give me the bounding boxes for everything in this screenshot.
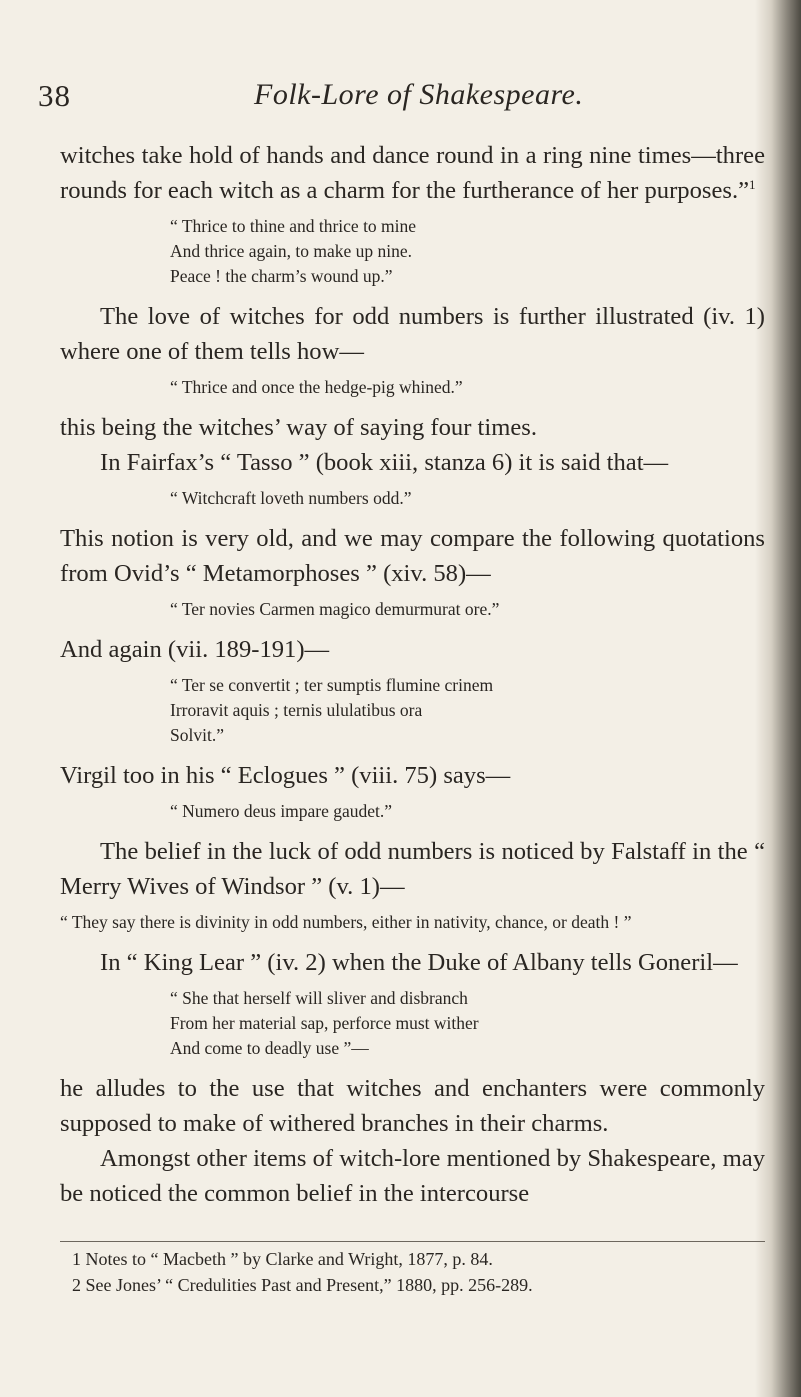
paragraph: he alludes to the use that witches and enchanters were commonly supposed to make of withered branches in their charms.: [60, 1075, 765, 1137]
verse-line: “ Ter novies Carmen magico demurmurat ore.”: [170, 599, 500, 619]
verse-line: “ Numero deus impare gaudet.”: [170, 801, 393, 821]
verse-quote: [170, 486, 765, 511]
footnote-rule: [60, 1241, 765, 1242]
paragraph: The belief in the luck of odd numbers is noticed by Falstaff in the “ Merry Wives of Windsor ” (v. 1)—: [60, 838, 765, 900]
running-header: [38, 78, 768, 122]
page-body: [60, 138, 765, 1211]
footnotes: [60, 1246, 765, 1298]
verse-quote: [170, 214, 765, 289]
paragraph: The love of witches for odd numbers is further illustrated (iv. 1) where one of them tells how—: [60, 303, 765, 365]
verse-line: Irroravit aquis ; ternis ululatibus ora: [170, 700, 423, 720]
paragraph: Virgil too in his “ Eclogues ” (viii. 75) says—: [60, 762, 511, 789]
footnote: 1 Notes to “ Macbeth ” by Clarke and Wright, 1877, p. 84.: [72, 1249, 493, 1269]
verse-quote: [170, 799, 765, 824]
verse-quote: [170, 375, 765, 400]
footnote-ref: 1: [749, 176, 756, 192]
running-title: Folk-Lore of Shakespeare.: [254, 78, 584, 111]
verse-line: “ Thrice to thine and thrice to mine: [170, 216, 417, 236]
footnote: 2 See Jones’ “ Credulities Past and Present,” 1880, pp. 256-289.: [72, 1275, 533, 1295]
paragraph-text: witches take hold of hands and dance round in a ring nine times—three rounds for each witch as a charm for the furtherance of her purposes.”: [60, 142, 765, 204]
verse-line: From her material sap, perforce must wither: [170, 1013, 479, 1033]
paragraph: Amongst other items of witch-lore mentioned by Shakespeare, may be noticed the common belief in the intercourse: [60, 1145, 765, 1207]
paragraph: [60, 138, 765, 208]
prose-quote: [60, 910, 765, 935]
paragraph: This notion is very old, and we may compare the following quotations from Ovid’s “ Metamorphoses ” (xiv. 58)—: [60, 525, 765, 587]
paragraph: this being the witches’ way of saying four times.: [60, 414, 537, 441]
paragraph: In Fairfax’s “ Tasso ” (book xiii, stanza 6) it is said that—: [100, 449, 669, 476]
paragraph: In “ King Lear ” (iv. 2) when the Duke of Albany tells Goneril—: [100, 949, 738, 976]
verse-quote: [170, 986, 765, 1061]
verse-line: And thrice again, to make up nine.: [170, 241, 413, 261]
verse-line: Solvit.”: [170, 725, 224, 745]
page-number: 38: [38, 78, 71, 113]
quote-text: “ They say there is divinity in odd numbers, either in nativity, chance, or death ! ”: [60, 912, 632, 932]
verse-line: “ Ter se convertit ; ter sumptis flumine crinem: [170, 675, 494, 695]
verse-line: “ Thrice and once the hedge-pig whined.”: [170, 377, 463, 397]
verse-quote: [170, 597, 765, 622]
verse-quote: [170, 673, 765, 748]
verse-line: And come to deadly use ”—: [170, 1038, 369, 1058]
paragraph: And again (vii. 189-191)—: [60, 636, 330, 663]
verse-line: “ Witchcraft loveth numbers odd.”: [170, 488, 412, 508]
verse-line: Peace ! the charm’s wound up.”: [170, 266, 393, 286]
verse-line: “ She that herself will sliver and disbranch: [170, 988, 468, 1008]
